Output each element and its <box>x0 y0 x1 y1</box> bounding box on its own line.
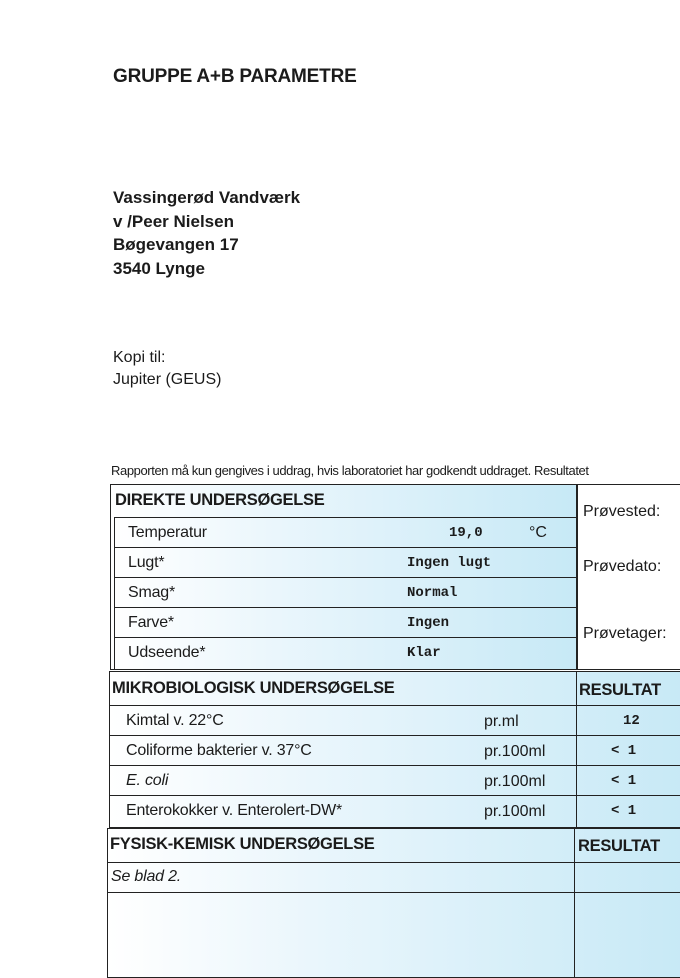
address-line-city: 3540 Lynge <box>113 258 205 278</box>
row-divider <box>107 862 680 863</box>
microbiology-header: MIKROBIOLOGISK UNDERSØGELSE <box>112 679 395 697</box>
address-line-attention: v /Peer Nielsen <box>113 211 234 231</box>
address-line-street: Bøgevangen 17 <box>113 235 239 254</box>
micro-row-unit: pr.100ml <box>484 743 546 760</box>
direct-row-label: Farve* <box>128 614 174 631</box>
sample-taker-label: Prøvetager: <box>583 625 667 642</box>
row-divider <box>109 705 680 706</box>
direct-row-label: Lugt* <box>128 554 165 571</box>
sample-date-label: Prøvedato: <box>583 558 662 575</box>
sample-site-label: Prøvested: <box>583 503 661 520</box>
copy-to-label: Kopi til: <box>113 349 166 366</box>
micro-row-result: < 1 <box>611 803 637 819</box>
micro-row-label: E. coli <box>126 772 169 789</box>
recipient-address <box>113 186 300 280</box>
direct-row-label: Temperatur <box>128 524 207 541</box>
direct-examination-header: DIREKTE UNDERSØGELSE <box>115 491 325 509</box>
column-divider <box>576 671 577 828</box>
micro-row-result: < 1 <box>611 743 637 759</box>
micro-row-label: Enterokokker v. Enterolert-DW* <box>126 802 342 819</box>
reproduction-notice: Rapporten må kun gengives i uddrag, hvis laboratoriet har godkendt uddraget. Resultatet <box>111 463 589 478</box>
direct-row-value: Normal <box>407 585 458 601</box>
page-title: GRUPPE A+B PARAMETRE <box>113 66 357 87</box>
micro-row-result: 12 <box>623 713 640 729</box>
row-divider <box>114 577 577 578</box>
copy-to-block <box>113 347 221 391</box>
address-line-name: Vassingerød Vandværk <box>113 188 301 207</box>
physchem-note: Se blad 2. <box>111 868 182 885</box>
micro-row-unit: pr.ml <box>484 713 519 730</box>
column-divider <box>574 828 575 978</box>
row-divider <box>114 547 577 548</box>
direct-row-unit: °C <box>529 524 547 541</box>
direct-row-value: Klar <box>407 645 441 661</box>
copy-to-recipient: Jupiter (GEUS) <box>113 371 222 388</box>
row-divider <box>114 637 577 638</box>
direct-row-value: 19,0 <box>449 525 483 541</box>
microbiology-result-header: RESULTAT <box>579 681 661 699</box>
micro-row-label: Coliforme bakterier v. 37°C <box>126 742 312 759</box>
micro-row-unit: pr.100ml <box>484 803 546 820</box>
physchem-result-header: RESULTAT <box>578 837 660 855</box>
row-divider <box>109 795 680 796</box>
row-divider <box>114 607 577 608</box>
micro-row-result: < 1 <box>611 773 637 789</box>
direct-row-label: Udseende* <box>128 644 206 661</box>
direct-row-value: Ingen <box>407 615 450 631</box>
row-divider <box>109 735 680 736</box>
micro-row-label: Kimtal v. 22°C <box>126 712 224 729</box>
micro-row-unit: pr.100ml <box>484 773 546 790</box>
physchem-header: FYSISK-KEMISK UNDERSØGELSE <box>110 835 375 853</box>
row-divider <box>107 892 680 893</box>
direct-row-label: Smag* <box>128 584 176 601</box>
row-divider <box>109 765 680 766</box>
direct-row-value: Ingen lugt <box>407 555 492 571</box>
